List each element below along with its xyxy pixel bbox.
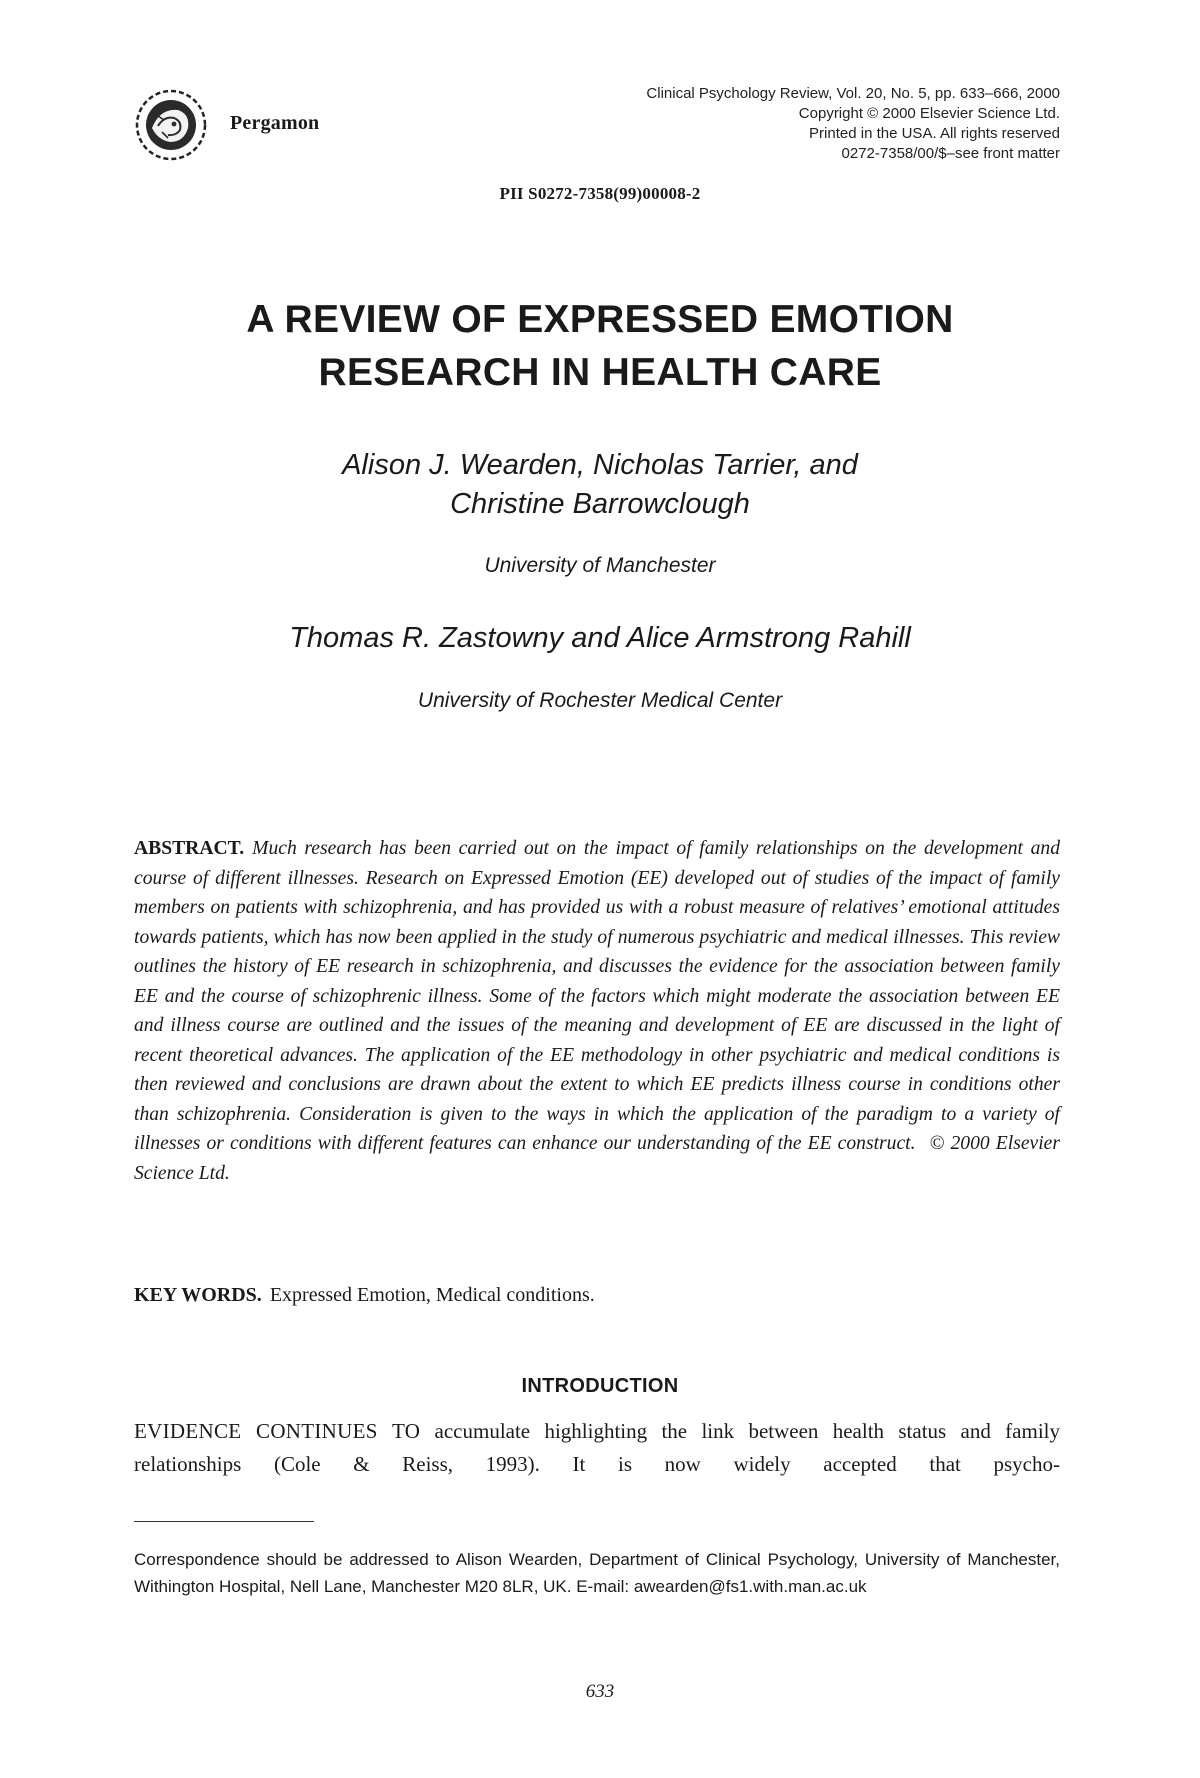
introduction-text: accumulate highlighting the link between health status and family relationships (Cole & Reiss, 1993). It is now widely accepted that psycho-	[134, 1419, 1061, 1476]
article-title-line: RESEARCH IN HEALTH CARE	[318, 351, 882, 394]
journal-citation-line: Clinical Psychology Review, Vol. 20, No. 5, pp. 633–666, 2000	[646, 85, 1060, 102]
abstract	[134, 834, 1060, 1188]
keywords	[134, 1284, 1060, 1307]
footnote-rule	[134, 1521, 314, 1522]
introduction-lead-caps: EVIDENCE CONTINUES TO	[134, 1419, 421, 1443]
abstract-label: ABSTRACT.	[134, 838, 245, 859]
issn-line: 0272-7358/00/$–see front matter	[841, 145, 1060, 162]
rights-line: Printed in the USA. All rights reserved	[809, 125, 1060, 142]
introduction-paragraph	[134, 1415, 1060, 1481]
affiliation-2: University of Rochester Medical Center	[417, 689, 783, 712]
pii-identifier: PII S0272-7358(99)00008-2	[499, 184, 701, 203]
authors-group-2: Thomas R. Zastowny and Alice Armstrong Rahill	[289, 622, 911, 654]
keywords-label: KEY WORDS.	[134, 1284, 262, 1306]
author-line: Christine Barrowclough	[450, 488, 750, 520]
abstract-text: Much research has been carried out on the impact of family relationships on the development and course of different illnesses. Research on Expressed Emotion (EE) developed out of studies of the impact of family members on patients with schizophrenia, and has provided us with a robust measure of relatives’ emotional attitudes towards patients, which has now been applied in the study of numerous psychiatric and medical illnesses. This review outlines the history of EE research in schizophrenia, and discusses the evidence for the association between family EE and the course of schizophrenic illness. Some of the factors which might moderate the association between EE and illness course are outlined and the issues of the meaning and development of EE are discussed in the light of recent theoretical advances. The application of the EE methodology in other psychiatric and medical conditions is then reviewed and conclusions are drawn about the extent to which EE predicts illness course in conditions other than schizophrenia. Consideration is given to the ways in which the application of the paradigm to a variety of illnesses or conditions with different features can enhance our understanding of the EE construct.	[134, 838, 1060, 1154]
keywords-text: Expressed Emotion, Medical conditions.	[269, 1284, 595, 1306]
section-heading-introduction: INTRODUCTION	[521, 1375, 679, 1397]
copyright-line: Copyright © 2000 Elsevier Science Ltd.	[798, 105, 1060, 122]
page-number: 633	[585, 1681, 615, 1702]
authors-group-1	[0, 446, 1200, 524]
correspondence-footnote: Correspondence should be addressed to Alison Wearden, Department of Clinical Psychology, University of Manchester, Withington Hospital, Nell Lane, Manchester M20 8LR, UK. E-mail: awearden@fs1.with.man.ac.uk	[134, 1550, 1060, 1596]
publisher-name: Pergamon	[230, 112, 320, 134]
affiliation-1: University of Manchester	[484, 554, 716, 577]
abstract-copyright: © 2000 Elsevier Science Ltd.	[134, 1133, 1060, 1184]
pergamon-logo	[134, 88, 208, 162]
article-title	[0, 293, 1200, 399]
journal-citation-block	[646, 84, 1060, 164]
article-title-line: A REVIEW OF EXPRESSED EMOTION	[246, 298, 954, 341]
author-line: Alison J. Wearden, Nicholas Tarrier, and	[342, 449, 858, 481]
